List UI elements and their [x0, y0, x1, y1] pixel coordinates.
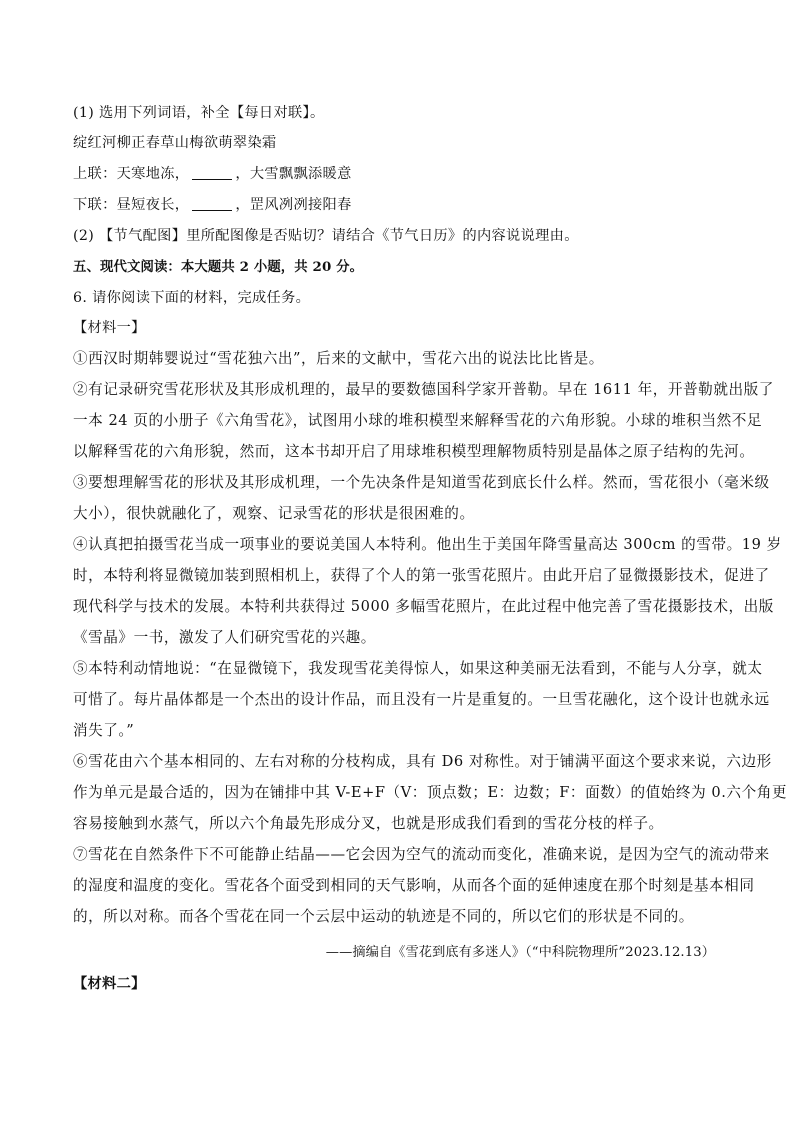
- passage-line: ④认真把拍摄雪花当成一项事业的要说美国人本特利。他出生于美国年降雪量高达 300cm 的雪带。19 岁: [73, 536, 782, 553]
- passage-line: 消失了。”: [73, 722, 135, 739]
- couplet-upper-lead: 上联：天寒地冻，: [73, 166, 190, 182]
- passage-line: 大小），很快就融化了，观察、记录雪花的形状是很困难的。: [73, 505, 475, 522]
- word-bank: 绽红河柳正春草山梅欲萌翠染霜: [73, 135, 277, 151]
- couplet-upper: [73, 164, 352, 184]
- couplet-lower-tail: ，罡风冽冽接阳春: [235, 197, 352, 213]
- passage-line: 现代科学与技术的发展。本特利共获得过 5000 多幅雪花照片，在此过程中他完善了雪花摄影技术，出版: [73, 598, 774, 615]
- passage-line: 的，所以对称。而各个雪花在同一个云层中运动的轨迹是不同的，所以它们的形状是不同的。: [73, 908, 694, 925]
- couplet-lower-blank: [192, 196, 232, 211]
- passage-line: 作为单元是最合适的，因为在铺排中其 V-E+F（V：顶点数；E：边数；F：面数）的值始终为 0.六个角更: [73, 784, 788, 801]
- passage-line: 容易接触到水蒸气，所以六个角最先形成分叉，也就是形成我们看到的雪花分枝的样子。: [73, 815, 664, 832]
- passage-line: 以解释雪花的六角形貌，然而，这本书却开启了用球堆积模型理解物质特别是晶体之原子结构的先河。: [73, 443, 755, 460]
- q6-prompt: 6. 请你阅读下面的材料，完成任务。: [73, 290, 311, 306]
- section-heading: 五、现代文阅读：本大题共 2 小题，共 20 分。: [73, 259, 364, 275]
- passage-line: 一本 24 页的小册子《六角雪花》，试图用小球的堆积模型来解释雪花的六角形貌。小球的堆积当然不足: [73, 412, 763, 429]
- q1-prompt: (1) 选用下列词语，补全【每日对联】。: [73, 105, 325, 121]
- passage-line: ③要想理解雪花的形状及其形成机理，一个先决条件是知道雪花到底长什么样。然而，雪花很小（毫米级: [73, 474, 770, 491]
- passage-line: 时，本特利将显微镜加装到照相机上，获得了个人的第一张雪花照片。由此开启了显微摄影技术，促进了: [73, 567, 770, 584]
- passage-line: ⑥雪花由六个基本相同的、左右对称的分枝构成，具有 D6 对称性。对于铺满平面这个要求来说，六边形: [73, 753, 772, 770]
- material-one-label: 【材料一】: [73, 320, 146, 336]
- passage-line: ⑤本特利动情地说：“在显微镜下，我发现雪花美得惊人，如果这种美丽无法看到，不能与人分享，就太: [73, 660, 763, 677]
- passage-line: 可惜了。每片晶体都是一个杰出的设计作品，而且没有一片是重复的。一旦雪花融化，这个设计也就永远: [73, 691, 770, 708]
- passage-line: ①西汉时期韩婴说过“雪花独六出”，后来的文献中，雪花六出的说法比比皆是。: [73, 350, 604, 367]
- passage-line: 的湿度和温度的变化。雪花各个面受到相同的天气影响，从而各个面的延伸速度在那个时刻是基本相同: [73, 877, 755, 894]
- couplet-lower: [73, 195, 352, 215]
- couplet-lower-lead: 下联：昼短夜长，: [73, 197, 190, 213]
- couplet-upper-tail: ，大雪飘飘添暖意: [235, 166, 352, 182]
- source-credit: ——摘编自《雪花到底有多迷人》（“中科院物理所”2023.12.13）: [325, 945, 715, 960]
- q2-prompt: (2) 【节气配图】里所配图像是否贴切？请结合《节气日历》的内容说说理由。: [73, 228, 579, 244]
- passage-line: ⑦雪花在自然条件下不可能静止结晶——它会因为空气的流动而变化，准确来说，是因为空气的流动带来: [73, 846, 770, 863]
- passage-line: 《雪晶》一书，激发了人们研究雪花的兴趣。: [73, 629, 376, 646]
- passage-line: ②有记录研究雪花形状及其形成机理的，最早的要数德国科学家开普勒。早在 1611 年，开普勒就出版了: [73, 381, 774, 398]
- material-two-label: 【材料二】: [73, 976, 146, 992]
- couplet-upper-blank: [192, 165, 232, 180]
